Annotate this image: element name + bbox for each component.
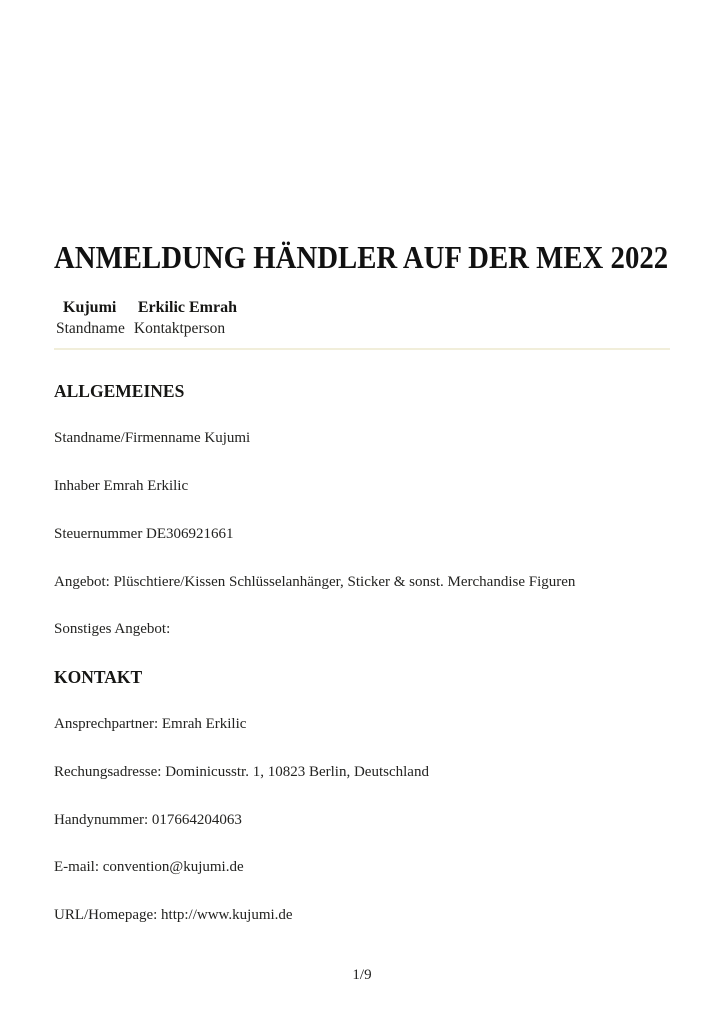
line-sonstiges-angebot: Sonstiges Angebot: xyxy=(54,621,171,637)
line-inhaber: Inhaber Emrah Erkilic xyxy=(54,478,189,494)
line-url-homepage: URL/Homepage: http://www.kujumi.de xyxy=(54,907,293,923)
page-title: ANMELDUNG HÄNDLER AUF DER MEX 2022 xyxy=(54,239,669,275)
line-standname-firmenname: Standname/Firmenname Kujumi xyxy=(54,430,251,446)
page-number: 1/9 xyxy=(352,967,372,983)
kontaktperson-label: Kontaktperson xyxy=(133,320,226,337)
standname-label: Standname xyxy=(56,320,125,337)
line-email: E-mail: convention@kujumi.de xyxy=(54,859,244,875)
line-rechnungsadresse: Rechungsadresse: Dominicusstr. 1, 10823 Berlin, Deutschland xyxy=(54,764,429,780)
kontaktperson-value: Erkilic Emrah xyxy=(137,299,237,316)
stand-summary xyxy=(56,297,237,339)
line-handynummer: Handynummer: 017664204063 xyxy=(54,812,242,828)
section-heading-kontakt: KONTAKT xyxy=(54,667,143,687)
standname-value: Kujumi xyxy=(63,299,117,316)
line-steuernummer: Steuernummer DE306921661 xyxy=(54,526,234,542)
stand-summary-kontaktperson xyxy=(134,297,237,339)
stand-summary-standname xyxy=(56,297,125,339)
line-angebot: Angebot: Plüschtiere/Kissen Schlüsselanhänger, Sticker & sonst. Merchandise Figuren xyxy=(54,574,576,590)
section-heading-allgemeines: ALLGEMEINES xyxy=(54,381,185,401)
header-divider xyxy=(54,348,670,350)
line-ansprechpartner: Ansprechpartner: Emrah Erkilic xyxy=(54,716,247,732)
